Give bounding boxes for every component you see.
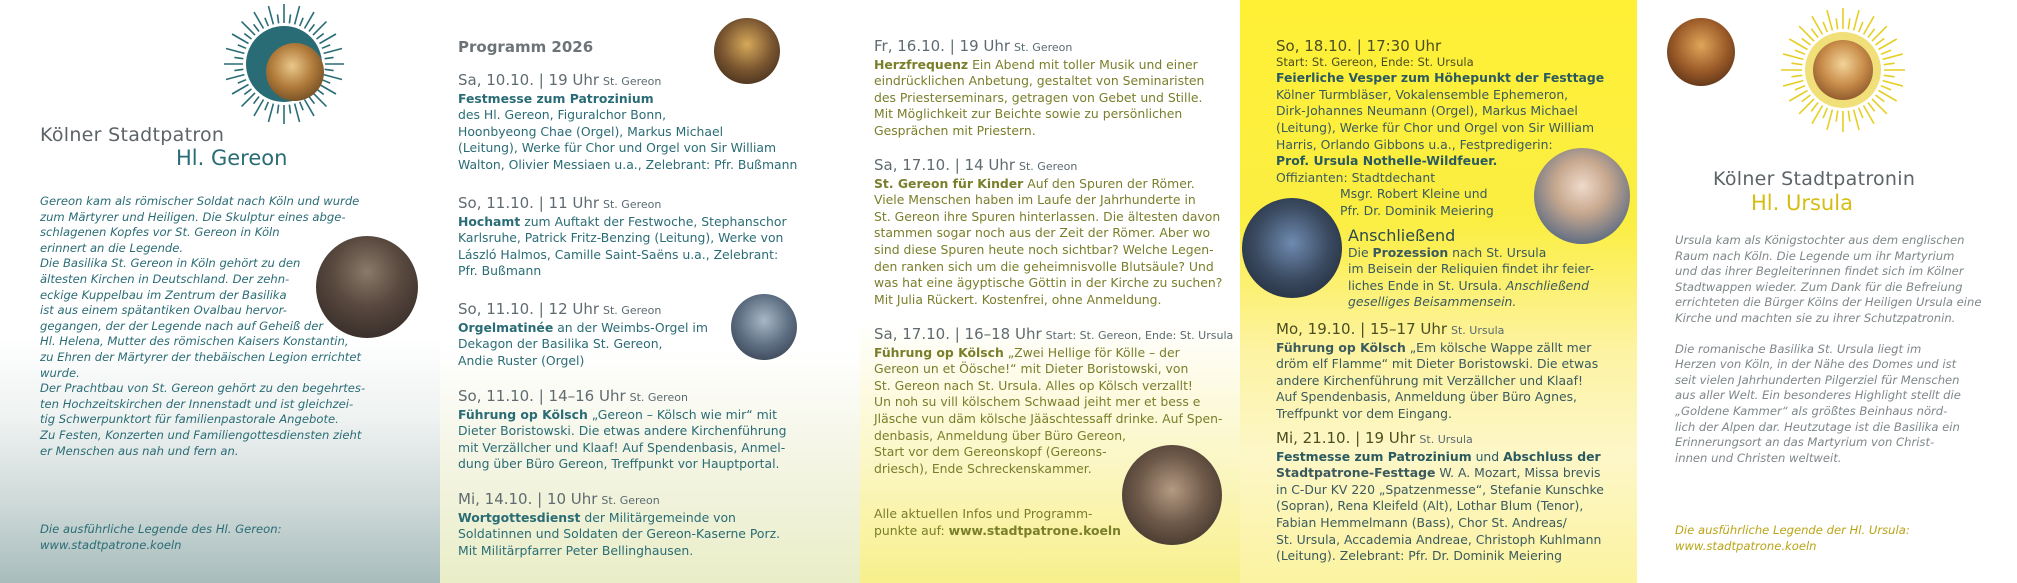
programm-heading: Programm 2026	[458, 38, 594, 56]
organ-image	[731, 294, 797, 360]
ursula-portrait-image	[1813, 40, 1873, 100]
panel1-title-line1: Kölner Stadtpatron	[40, 124, 225, 146]
gereon-church-interior-image	[316, 236, 418, 338]
sun-ray	[1836, 18, 1837, 29]
p2-event-5: Mi, 14.10. | 10 Uhr St. Gereon Wortgottesdienst der Militärgemeinde von Soldatinnen und Soldaten der Gereon-Kaserne Porz. Mit Militärpfarrer Peter Bellinghausen.	[458, 490, 781, 558]
sun-ray	[1881, 86, 1891, 90]
p2-event-3: So, 11.10. | 12 Uhr St. Gereon Orgelmatinée an der Weimbs-Orgel im Dekagon der Basilika St. Gereon, Andie Ruster (Orgel)	[458, 300, 708, 368]
sun-ray	[324, 75, 342, 80]
p3-info: Alle aktuellen Infos und Programm- punkte auf: www.stadtpatrone.koeln	[874, 506, 1121, 538]
sun-ray	[238, 80, 246, 83]
sun-ray	[242, 22, 255, 35]
p2-event-2: So, 11.10. | 11 Uhr St. Gereon Hochamt zum Auftakt der Festwoche, Stephanschor Karlsruhe, Patrick Fritz-Benzing (Leitung), Werke von László Halmos, Camille Saint-Saëns u.a., Zelebrant: Pfr. Bußmann	[458, 194, 787, 279]
panel5-legend: Die ausführliche Legende der Hl. Ursula: www.stadtpatrone.koeln	[1675, 523, 1910, 553]
sun-ray	[289, 105, 290, 114]
sun-ray	[234, 57, 243, 58]
panel1-body: Gereon kam als römischer Soldat nach Köln und wurde zum Märtyrer und Heiligen. Die Skulptur eines abge- schlagenen Kopfes vor St. Gereon in Köln erinnert an die Legende. Die Basilika St. Gereon in Köln gehört zu den ältesten Kirchen in Deutschland. Der zehn- eckige Kuppelbau im Zentrum der Basilika ist aus einem spätantiken Ovalbau hervor- gegangen, der der Legende nach auf Geheiß der Hl. Helena, Mutter des römischen Kaisers Konstantin, zu Ehren der Märtyrer der thebäischen Legion errichtet wurde. Der Prachtbau von St. Gereon gehört zu den begehrtes- ten Hochzeitskirchen der Innenstadt und ist gleichzei- tig Schwerpunktort für familienpastorale Angebote. Zu Festen, Konzerten und Familiengottesdiensten zieht er Menschen aus nah und fern an.	[40, 194, 366, 458]
sun-ray	[1802, 95, 1811, 102]
sun-ray	[1883, 81, 1903, 86]
sun-ray	[322, 45, 330, 48]
sun-ray	[244, 34, 251, 39]
sun-ray	[226, 75, 244, 80]
p4-event-2: Mo, 19.10. | 15–17 Uhr St. Ursula Führung op Kölsch „Em kölsche Wappe zällt mer dröm elf Flamme“ mit Dieter Boristowski. Die etwas andere Kirchenführung mit Verzällcher und Klaaf! Auf Spendenbasis, Anmeldung über Büro Agnes, Treffpunkt vor dem Eingang.	[1276, 320, 1599, 421]
sun-ray	[1811, 29, 1818, 38]
sun-ray	[1836, 111, 1837, 122]
panel5-body: Ursula kam als Königstochter aus dem englischen Raum nach Köln. Die Legende um ihr Martyrium und das ihrer Begleiterinnen findet sich im Kölner Stadtwappen wieder. Zum Dank für die Befreiung errichteten die Bürger Kölns der Heiligen Ursula eine Kirche und machten sie zu ihrer Schutzpatronin. Die romanische Basilika St. Ursula liegt im Herzen von Köln, in der Nähe des Domes und ist seit vielen Jahrhunderten Pilgerziel für Menschen aus aller Welt. Ein besonderes Highlight stellt die „Goldene Kammer“ als größtes Beinhaus nörd- lich der Alpen dar. Heutzutage ist die Basilika ein Erinnerungsort an das Martyrium von Christ- innen und Christen weltweit.	[1675, 233, 1982, 465]
sun-ray	[325, 69, 334, 70]
sun-ray	[1872, 26, 1887, 41]
sun-ray	[1848, 18, 1849, 29]
p4-event-3: Mi, 21.10. | 19 Uhr St. Ursula Festmesse zum Patrozinium und Abschluss der Stadtpatrone-Festtage W. A. Mozart, Missa brevis in C-Dur KV 220 „Spatzenmesse“, Stefanie Kunschke (Sopran), Rena Kleifeld (Alt), Lothar Blum (Tenor), Fabian Hemmelmann (Bass), Chor St. Andreas/ St. Ursula, Accademia Andreae, Christoph Kuhlmann (Leitung). Zelebrant: Pfr. Dr. Dominik Meiering	[1276, 429, 1604, 564]
group-tour-image	[1122, 445, 1222, 545]
sun-ray	[325, 57, 334, 58]
sun-ray	[1791, 75, 1802, 76]
sun-ray	[1848, 111, 1849, 122]
sun-ray	[309, 24, 314, 31]
ursula-church-image	[1667, 18, 1735, 86]
sun-ray	[322, 80, 330, 83]
sun-ray	[1799, 99, 1814, 114]
p3-info-url[interactable]: www.stadtpatrone.koeln	[948, 522, 1121, 538]
sun-ray	[226, 48, 244, 53]
sun-ray	[1799, 26, 1814, 41]
sun-ray	[1854, 10, 1859, 30]
sun-ray	[309, 97, 314, 104]
sun-ray	[1827, 10, 1832, 30]
sun-ray	[324, 48, 342, 53]
sun-ray	[277, 105, 278, 114]
sun-ray	[1811, 103, 1818, 112]
sun-ray	[1884, 63, 1895, 64]
sun-ray	[1881, 50, 1891, 54]
sun-ray	[1827, 110, 1832, 130]
sun-ray	[317, 34, 324, 39]
sun-ray	[1859, 108, 1863, 118]
gereon-statue-image	[266, 43, 324, 101]
sun-ray	[313, 93, 326, 106]
panel-gereon	[0, 0, 440, 583]
panel-programm-2	[860, 0, 1240, 583]
sun-ray	[1795, 50, 1805, 54]
sun-ray	[1823, 22, 1827, 32]
panel1-legend-url[interactable]: www.stadtpatrone.koeln	[40, 537, 182, 552]
sun-ray	[1854, 110, 1859, 130]
sun-ray	[1783, 81, 1803, 86]
sun-ray	[265, 102, 268, 110]
panel-ursula	[1637, 0, 2017, 583]
p3-event-1: Fr, 16.10. | 19 Uhr St. Gereon Herzfrequenz Ein Abend mit toller Musik und einer eindrücklichen Anbetung, gestaltet von Seminaristen des Priesterseminars, getragen von Gebet und Stille. Mit Möglichkeit zur Beichte sowie zu persönlichen Gesprächen mit Priestern.	[874, 37, 1205, 138]
sun-ray	[300, 18, 303, 26]
sun-ray	[1872, 99, 1887, 114]
panel5-legend-url[interactable]: www.stadtpatrone.koeln	[1675, 538, 1817, 553]
sun-ray	[1783, 54, 1803, 59]
p4-event-1: So, 18.10. | 17:30 Uhr Start: St. Gereon, Ende: St. Ursula Feierliche Vesper zum Höhepunkt der Festtage Kölner Turmbläser, Vokalensemble Ephemeron, Dirk-Johannes Neumann (Orgel), Markus Michael (Leitung), Werke für Chor und Orgel von Sir William Harris, Orlando Gibbons u.a., Festpredigerin: Prof. Ursula Nothelle-Wildfeuer. Offizianten: Stadtdechant Msgr. Robert Kleine und Pfr. Dr. Dominik Meiering	[1276, 37, 1605, 218]
sun-ray	[244, 89, 251, 94]
p3-event-2: Sa, 17.10. | 14 Uhr St. Gereon St. Gereon für Kinder Auf den Spuren der Römer. Viele Menschen haben im Laufe der Jahrhunderte in St. Gereon ihre Spuren hinterlassen. Die ältesten davon stammen sogar noch aus der Zeit der Römer. Aber wo sind diese Spuren heute noch sichtbar? Welche Legen- den ranken sich um die geheimnisvolle Blutsäule? Und was hat eine ägyptische Göttin in der Kirche zu suchen? Mit Julia Rückert. Kostenfrei, ohne Anmeldung.	[874, 156, 1223, 307]
sun-ray	[1795, 86, 1805, 90]
sun-ray	[234, 69, 243, 70]
sun-ray	[295, 104, 300, 122]
sun-ray	[295, 6, 300, 24]
sun-ray	[300, 102, 303, 110]
sun-ray	[277, 14, 278, 23]
sun-ray	[1876, 95, 1885, 102]
panel5-title-line1: Kölner Stadtpatronin	[1713, 168, 1916, 190]
panel1-title-line2: Hl. Gereon	[176, 146, 288, 170]
sun-ray	[238, 45, 246, 48]
p3-event-3: Sa, 17.10. | 16–18 Uhr Start: St. Gereon, Ende: St. Ursula Führung op Kölsch „Zwei Hellige för Kölle – der Gereon un et Öösche!“ mit Dieter Boristowski, von St. Gereon nach St. Ursula. Alles op Kölsch verzallt! Un noh su vill kölschem Schwaad jeiht mer et bess e Jläsche vun däm kölsche Jääschtessaff drinke. Auf Spen- denbasis, Anmeldung über Büro Gereon, Start vor dem Gereonskopf (Gereons- driesch), Ende Schreckenskammer.	[874, 325, 1234, 476]
p4-afterwards: Anschließend Die Prozession nach St. Ursula im Beisein der Reliquien findet ihr feier- liches Ende in St. Ursula. Anschließend geselliges Beisammensein.	[1348, 226, 1595, 310]
panel1-legend: Die ausführliche Legende des Hl. Gereon: www.stadtpatrone.koeln	[40, 522, 282, 552]
sun-ray	[265, 18, 268, 26]
sun-ray	[268, 104, 273, 122]
sun-ray	[268, 6, 273, 24]
sun-ray	[1868, 29, 1875, 38]
sun-ray	[1868, 103, 1875, 112]
procession-image	[1242, 198, 1342, 298]
sun-ray	[1859, 22, 1863, 32]
panel-programm-3	[1240, 0, 1637, 583]
sun-ray	[1823, 108, 1827, 118]
sun-ray	[313, 22, 326, 35]
p2-event-1: Sa, 10.10. | 19 Uhr St. Gereon Festmesse zum Patrozinium des Hl. Gereon, Figuralchor Bonn, Hoonbyeong Chae (Orgel), Markus Michael (Leitung), Werke für Chor und Orgel von Sir William Walton, Olivier Messiaen u.a., Zelebrant: Pfr. Bußmann	[458, 71, 798, 172]
sun-ray	[242, 93, 255, 106]
sun-ray	[1876, 38, 1885, 45]
sun-ray	[254, 24, 259, 31]
sun-ray	[1802, 38, 1811, 45]
sun-ray	[289, 14, 290, 23]
sun-ray	[254, 97, 259, 104]
panel-programm	[440, 0, 860, 583]
sun-ray	[1883, 54, 1903, 59]
sun-ray	[1791, 63, 1802, 64]
sun-ray	[1884, 75, 1895, 76]
p2-event-4: So, 11.10. | 14–16 Uhr St. Gereon Führung op Kölsch „Gereon – Kölsch wie mir“ mit Dieter Boristowski. Die etwas andere Kirchenführung mit Verzällcher und Klaaf! Auf Spendenbasis, Anmel- dung über Büro Gereon, Treffpunkt vor Hauptportal.	[458, 387, 787, 472]
panel5-title-line2: Hl. Ursula	[1751, 191, 1853, 215]
